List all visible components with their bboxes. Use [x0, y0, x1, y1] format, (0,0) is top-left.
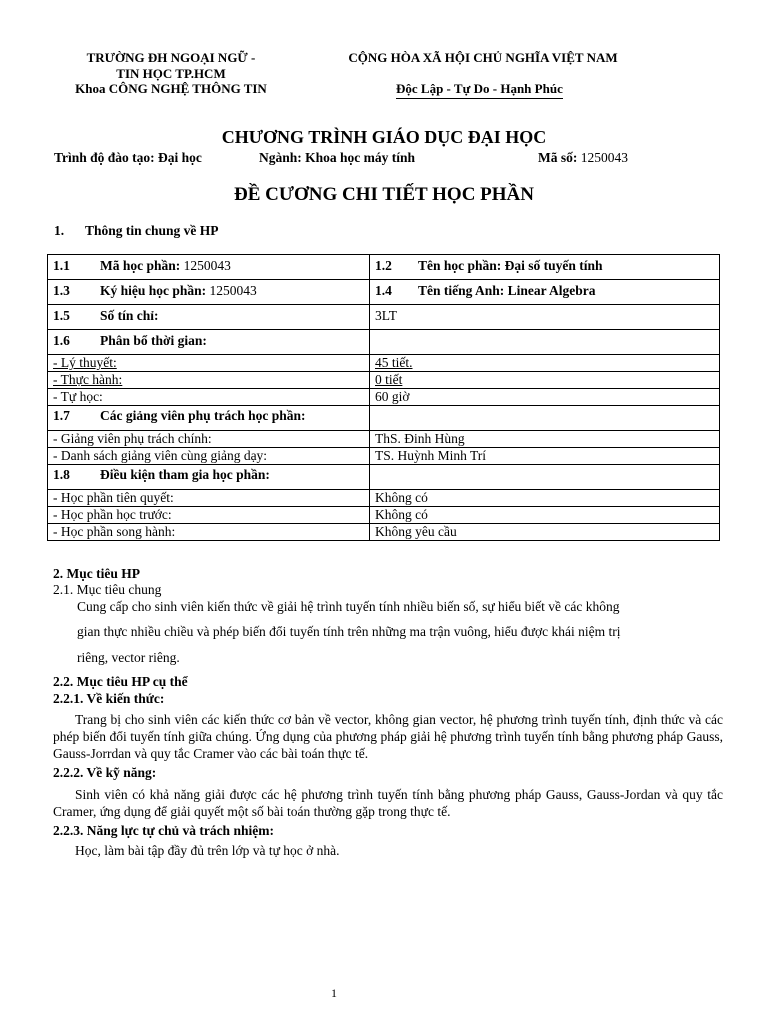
section2-2-heading: 2.2. Mục tiêu HP cụ thể [53, 674, 188, 689]
section2-1-heading: 2.1. Mục tiêu chung [53, 582, 162, 597]
section2-2-1-heading: 2.2.1. Về kiến thức: [53, 691, 165, 706]
table-row: 1.3 Ký hiệu học phần: 1250043 1.4 Tên tiếng Anh: Linear Algebra [48, 280, 720, 305]
country-motto-line1: CỘNG HÒA XÃ HỘI CHỦ NGHĨA VIỆT NAM [348, 50, 618, 65]
program-title: CHƯƠNG TRÌNH GIÁO DỤC ĐẠI HỌC [221, 127, 547, 147]
university-name-line2: TIN HỌC TP.HCM [116, 66, 226, 81]
table-row: - Tự học: 60 giờ [48, 389, 720, 406]
program-code: Mã số: 1250043 [538, 150, 628, 165]
table-row: 1.7 Các giảng viên phụ trách học phần: [48, 406, 720, 431]
section2-2-3-text: Học, làm bài tập đầy đủ trên lớp và tự học ở nhà. [75, 843, 340, 858]
table-row: - Lý thuyết: 45 tiết. [48, 355, 720, 372]
section2-2-1-text: Trang bị cho sinh viên các kiến thức cơ bản về vector, không gian vector, hệ phương trình tuyến tính, định thức và các phép biến đổi tuyến tính giữa chúng. Ứng dụng của phương pháp giải hệ phương trình tuyến tính bằng phương pháp Gauss, Gauss-Jorrdan và quy tắc Cramer vào các bài toán thực tế. [53, 712, 723, 761]
section2-2-3-heading: 2.2.3. Năng lực tự chủ và trách nhiệm: [53, 823, 274, 838]
table-row: 1.6 Phân bổ thời gian: [48, 330, 720, 355]
table-row: - Học phần học trước: Không có [48, 507, 720, 524]
section2-2-2-text: Sinh viên có khả năng giải được các hệ phương trình tuyến tính bằng phương pháp Gauss, Gauss-Jordan và quy tắc Cramer, ứng dụng để giải quyết một số bài toán thường gặp trong thực tế. [53, 787, 723, 819]
program-level: Trình độ đào tạo: Đại học [54, 150, 202, 165]
page-number: 1 [331, 986, 337, 1000]
table-row: - Danh sách giảng viên cùng giảng dạy: TS. Huỳnh Minh Trí [48, 448, 720, 465]
program-major: Ngành: Khoa học máy tính [259, 150, 416, 165]
document-title: ĐỀ CƯƠNG CHI TIẾT HỌC PHẦN [234, 184, 534, 205]
university-name-line1: TRƯỜNG ĐH NGOẠI NGỮ - [86, 50, 256, 65]
course-info-table [47, 254, 720, 541]
table-row: - Học phần song hành: Không yêu cầu [48, 524, 720, 541]
table-row: - Học phần tiên quyết: Không có [48, 490, 720, 507]
table-row: - Thực hành: 0 tiết [48, 372, 720, 389]
section2-heading: 2. Mục tiêu HP [53, 566, 140, 581]
section2-1-line1: Cung cấp cho sinh viên kiến thức về giải hệ trình tuyến tính nhiều biến số, sự hiểu biết về các không [77, 599, 620, 614]
table-row: 1.5 Số tín chỉ: 3LT [48, 305, 720, 330]
section1-heading: 1. Thông tin chung về HP [54, 223, 219, 238]
table-row: 1.8 Điều kiện tham gia học phần: [48, 465, 720, 490]
faculty-name: Khoa CÔNG NGHỆ THÔNG TIN [75, 81, 267, 96]
table-row: 1.1 Mã học phần: 1250043 1.2 Tên học phần: Đại số tuyến tính [48, 255, 720, 280]
section2-1-line3: riêng, vector riêng. [77, 650, 180, 665]
table-row: - Giảng viên phụ trách chính: ThS. Đinh Hùng [48, 431, 720, 448]
section2-1-line2: gian thực nhiều chiều và phép biến đổi tuyến tính trên những ma trận vuông, hiểu được khái niệm trị [77, 624, 621, 639]
section2-2-2-heading: 2.2.2. Về kỹ năng: [53, 765, 157, 780]
country-motto-line2: Độc Lập - Tự Do - Hạnh Phúc [396, 81, 563, 99]
